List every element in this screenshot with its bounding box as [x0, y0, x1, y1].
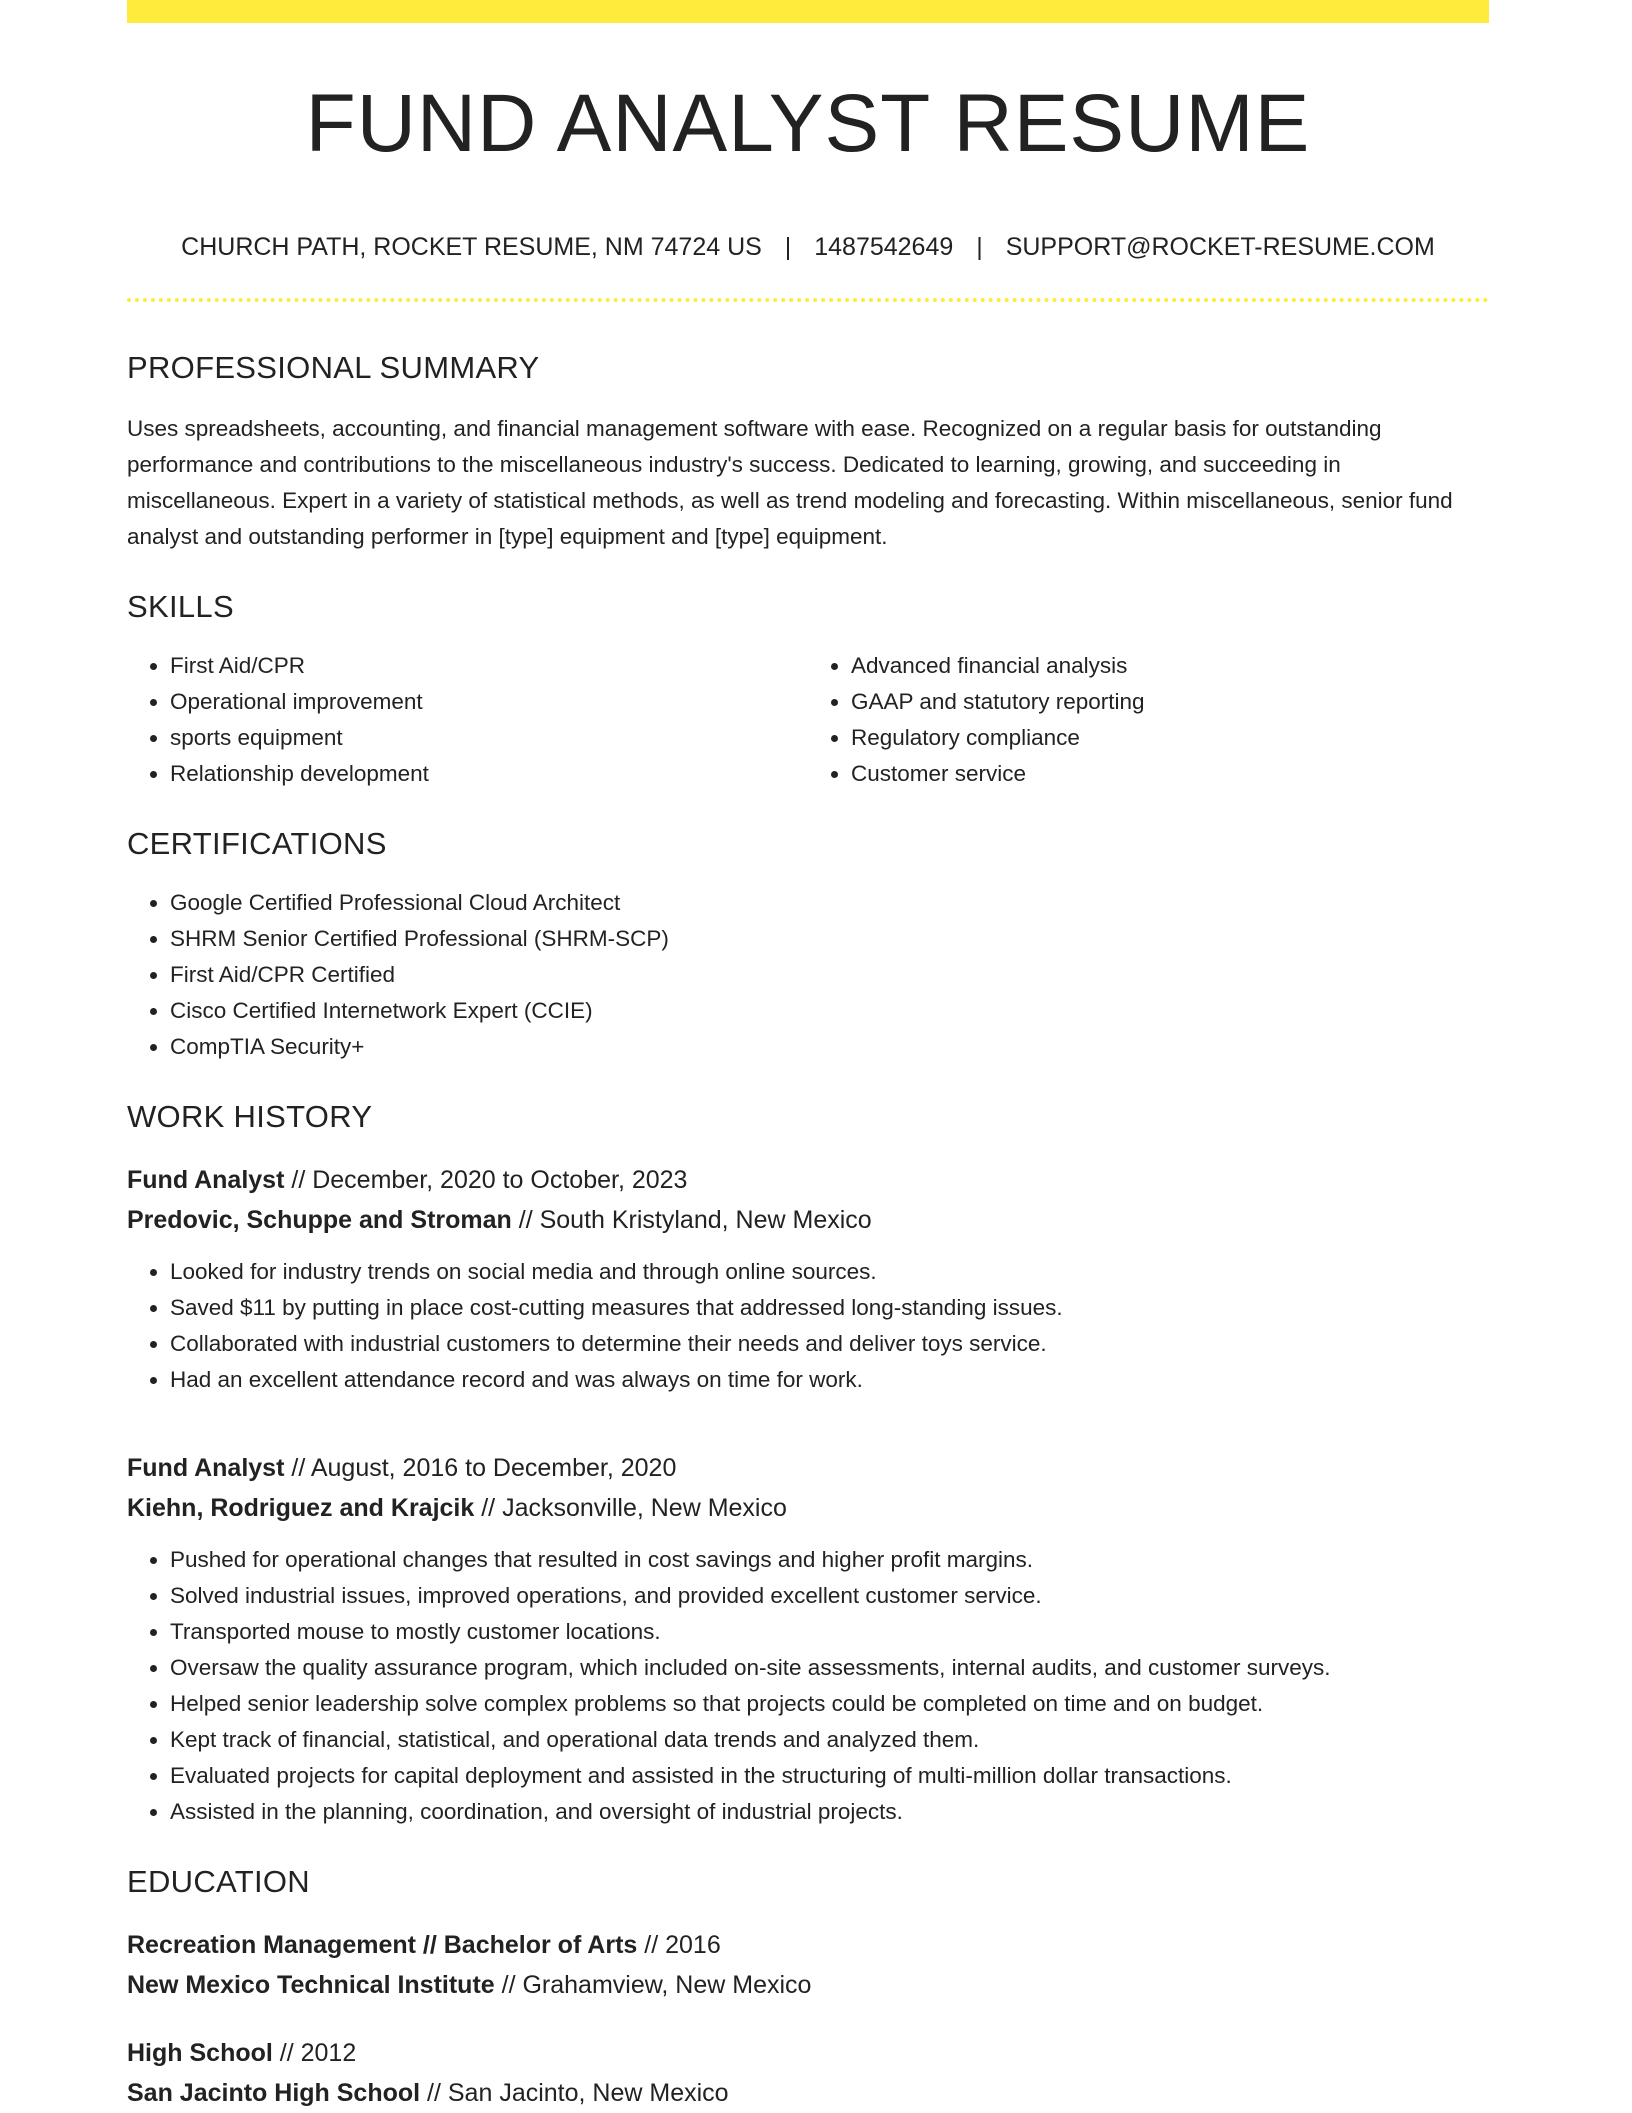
- education-degree: High School: [127, 2039, 273, 2067]
- job-title-line: [127, 1160, 1489, 1200]
- job-bullet: • Solved industrial issues, improved operations, and provided excellent customer service.: [170, 1578, 1489, 1614]
- contact-separator: |: [784, 233, 792, 261]
- education-school: San Jacinto High School: [127, 2079, 421, 2107]
- education-entry: [127, 1925, 1489, 2005]
- education-degree: Recreation Management // Bachelor of Arts: [127, 1931, 638, 1959]
- job-company: Predovic, Schuppe and Stroman: [127, 1206, 512, 1234]
- job-dates: // December, 2020 to October, 2023: [291, 1166, 688, 1194]
- job-bullet: • Collaborated with industrial customers to determine their needs and deliver toys service.: [170, 1326, 1489, 1362]
- skill-item: • Customer service: [851, 756, 1489, 792]
- skill-item: • Regulatory compliance: [851, 720, 1489, 756]
- certifications-list: [127, 885, 1489, 1065]
- contact-address: CHURCH PATH, ROCKET RESUME, NM 74724 US: [181, 233, 762, 261]
- job-bullet: • Transported mouse to mostly customer locations.: [170, 1614, 1489, 1650]
- contact-email: SUPPORT@ROCKET-RESUME.COM: [1005, 233, 1435, 261]
- skill-item: • GAAP and statutory reporting: [851, 684, 1489, 720]
- education-school: New Mexico Technical Institute: [127, 1971, 495, 1999]
- job-bullet: • Assisted in the planning, coordination, and oversight of industrial projects.: [170, 1794, 1489, 1830]
- skill-item: • Operational improvement: [170, 684, 808, 720]
- job-title: Fund Analyst: [127, 1166, 285, 1194]
- education-heading: EDUCATION: [127, 1864, 310, 1899]
- education-school-line: [127, 2073, 1489, 2113]
- education-entry: [127, 2033, 1489, 2113]
- education-location: // Grahamview, New Mexico: [501, 1971, 812, 1999]
- resume-page: [127, 0, 1489, 2113]
- certification-item: • First Aid/CPR Certified: [170, 957, 1489, 993]
- skills-columns: [127, 648, 1489, 792]
- education-school-line: [127, 1965, 1489, 2005]
- contact-separator: |: [976, 233, 983, 261]
- skill-item: • First Aid/CPR: [170, 648, 808, 684]
- certification-item: • SHRM Senior Certified Professional (SHRM-SCP): [170, 921, 1489, 957]
- skills-heading: SKILLS: [127, 589, 234, 624]
- accent-bar: [127, 0, 1489, 23]
- work-history-heading: WORK HISTORY: [127, 1099, 373, 1134]
- job-location: // South Kristyland, New Mexico: [518, 1206, 872, 1234]
- resume-title: FUND ANALYST RESUME: [305, 78, 1311, 169]
- job-bullet: • Helped senior leadership solve complex problems so that projects could be completed on time and on budget.: [170, 1686, 1489, 1722]
- certification-item: • CompTIA Security+: [170, 1029, 1489, 1065]
- job-header: [127, 1160, 1489, 1240]
- education-year: // 2012: [279, 2039, 357, 2067]
- job-bullet: • Looked for industry trends on social media and through online sources.: [170, 1254, 1489, 1290]
- certification-item: • Google Certified Professional Cloud Architect: [170, 885, 1489, 921]
- job-title-line: [127, 1448, 1489, 1488]
- summary-heading: PROFESSIONAL SUMMARY: [127, 350, 540, 385]
- job-title: Fund Analyst: [127, 1454, 285, 1482]
- education-year: // 2016: [644, 1931, 721, 1959]
- job-bullets: [127, 1254, 1489, 1398]
- summary-text: Uses spreadsheets, accounting, and financial management software with ease. Recognized on a regular basis for outstanding performance and contributions to the miscellaneous industry's success. Dedicated to learning, growing, and succeeding in miscellaneous. Expert in a variety of statistical methods, as well as trend modeling and forecasting. Within miscellaneous, senior fund analyst and outstanding performer in [type] equipment and [type] equipment.: [127, 416, 1453, 549]
- job-location: // Jacksonville, New Mexico: [481, 1494, 787, 1522]
- job-bullet: • Saved $11 by putting in place cost-cutting measures that addressed long-standing issues.: [170, 1290, 1489, 1326]
- skill-item: • sports equipment: [170, 720, 808, 756]
- contact-phone: 1487542649: [814, 233, 954, 261]
- education-location: // San Jacinto, New Mexico: [427, 2079, 729, 2107]
- dotted-divider: [127, 298, 1489, 302]
- job-bullet: • Had an excellent attendance record and was always on time for work.: [170, 1362, 1489, 1398]
- job-dates: // August, 2016 to December, 2020: [291, 1454, 677, 1482]
- certifications-heading: CERTIFICATIONS: [127, 826, 387, 861]
- skill-item: • Relationship development: [170, 756, 808, 792]
- job-bullet: • Pushed for operational changes that resulted in cost savings and higher profit margins.: [170, 1542, 1489, 1578]
- job-header: [127, 1448, 1489, 1528]
- education-degree-line: [127, 2033, 1489, 2073]
- job-company-line: [127, 1488, 1489, 1528]
- job-company-line: [127, 1200, 1489, 1240]
- job-bullet: • Evaluated projects for capital deployment and assisted in the structuring of multi-million dollar transactions.: [170, 1758, 1489, 1794]
- skills-left-list: [127, 648, 808, 792]
- job-bullet: • Kept track of financial, statistical, and operational data trends and analyzed them.: [170, 1722, 1489, 1758]
- job-company: Kiehn, Rodriguez and Krajcik: [127, 1494, 475, 1522]
- contact-line: [127, 235, 1489, 260]
- job-bullets: [127, 1542, 1489, 1830]
- skills-right-list: [808, 648, 1489, 792]
- education-degree-line: [127, 1925, 1489, 1965]
- skill-item: • Advanced financial analysis: [851, 648, 1489, 684]
- certification-item: • Cisco Certified Internetwork Expert (CCIE): [170, 993, 1489, 1029]
- job-bullet: • Oversaw the quality assurance program, which included on-site assessments, internal audits, and customer surveys.: [170, 1650, 1489, 1686]
